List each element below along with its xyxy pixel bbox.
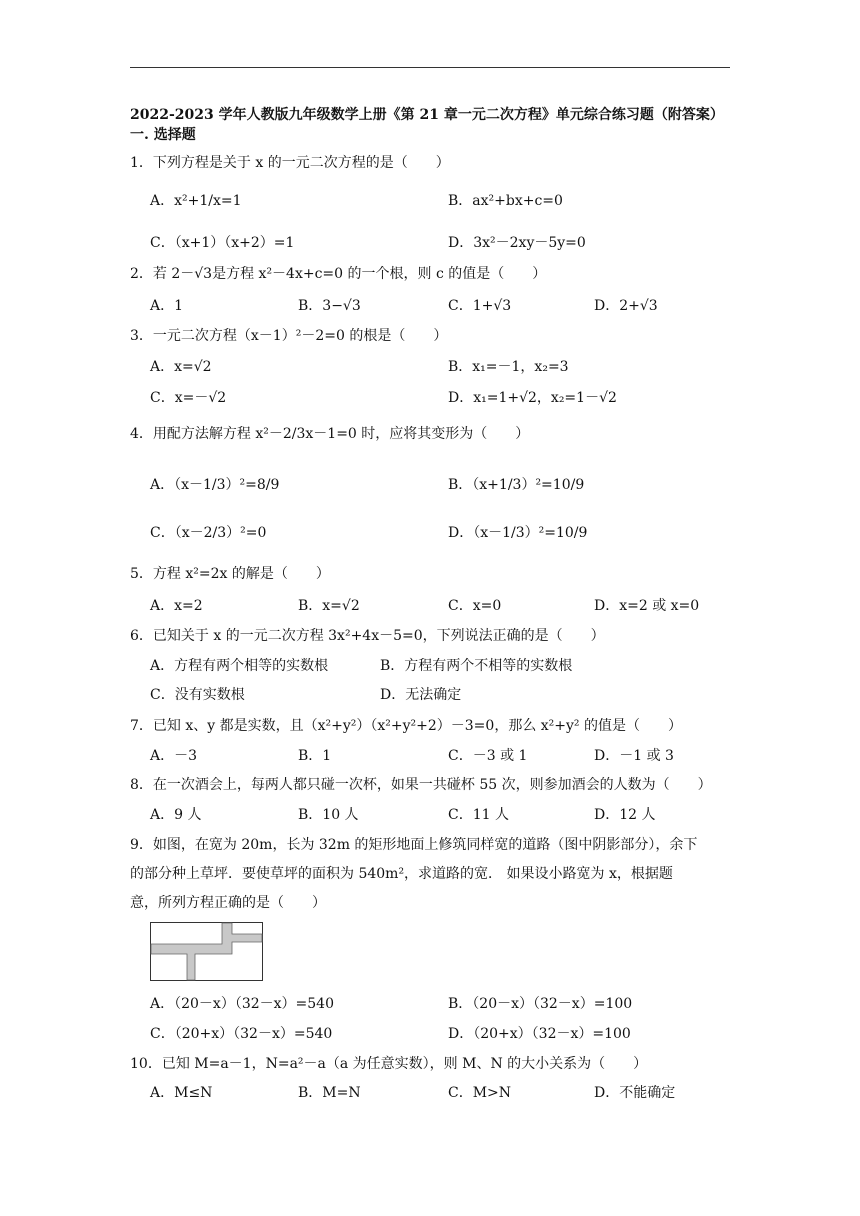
question-1-option-b: B．ax²+bx+c=0 bbox=[448, 193, 563, 209]
page-title: 2022-2023 学年人教版九年级数学上册《第 21 章一元二次方程》单元综合练习题（附答案） bbox=[130, 107, 724, 123]
question-1-option-d: D．3x²－2xy－5y=0 bbox=[448, 235, 586, 251]
question-2-stem: 2．若 2－√3是方程 x²－4x+c=0 的一个根，则 c 的值是（ ） bbox=[130, 266, 547, 282]
question-8-option-c: C．11 人 bbox=[448, 807, 509, 823]
question-9-option-d: D．（20+x）（32－x）=100 bbox=[448, 1026, 631, 1042]
question-6-option-b: B．方程有两个不相等的实数根 bbox=[380, 658, 573, 674]
question-6-option-a: A．方程有两个相等的实数根 bbox=[150, 658, 329, 674]
question-9-stem-line-2: 的部分种上草坪．要使草坪的面积为 540m²，求道路的宽． 如果设小路宽为 x，根据题 bbox=[130, 866, 673, 882]
question-3-option-c: C．x=－√2 bbox=[150, 390, 227, 406]
question-6-option-c: C．没有实数根 bbox=[150, 687, 245, 703]
question-8-option-d: D．12 人 bbox=[594, 807, 656, 823]
question-2-option-d: D．2+√3 bbox=[594, 298, 658, 314]
question-1-option-a: A．x²+1/x=1 bbox=[150, 193, 242, 209]
question-9-option-c: C．（20+x）（32－x）=540 bbox=[150, 1026, 333, 1042]
question-4-option-c: C．（x－2/3）²=0 bbox=[150, 525, 267, 541]
question-10-option-d: D．不能确定 bbox=[594, 1085, 676, 1101]
question-8-option-b: B．10 人 bbox=[298, 807, 359, 823]
question-10-option-a: A．M≤N bbox=[150, 1085, 213, 1101]
question-5-option-b: B．x=√2 bbox=[298, 598, 360, 614]
question-2-option-c: C．1+√3 bbox=[448, 298, 512, 314]
question-7-option-b: B．1 bbox=[298, 748, 332, 764]
question-8-stem: 8．在一次酒会上，每两人都只碰一次杯，如果一共碰杯 55 次，则参加酒会的人数为（ ） bbox=[130, 777, 712, 793]
question-2-option-a: A．1 bbox=[150, 298, 184, 314]
question-5-option-a: A．x=2 bbox=[150, 598, 203, 614]
question-9-stem-line-1: 9．如图，在宽为 20m，长为 32m 的矩形地面上修筑同样宽的道路（图中阴影部分），余下 bbox=[130, 837, 698, 853]
question-3-option-a: A．x=√2 bbox=[150, 359, 212, 375]
question-7-option-a: A．－3 bbox=[150, 748, 198, 764]
question-10-stem: 10．已知 M=a－1，N=a²－a（a 为任意实数），则 M、N 的大小关系为（ ） bbox=[130, 1056, 648, 1072]
question-3-option-d: D．x₁=1+√2，x₂=1－√2 bbox=[448, 390, 617, 406]
question-9-option-b: B．（20－x）（32－x）=100 bbox=[448, 996, 633, 1012]
question-9-option-a: A．（20－x）（32－x）=540 bbox=[150, 996, 334, 1012]
question-10-option-c: C．M>N bbox=[448, 1085, 512, 1101]
question-1-stem: 1．下列方程是关于 x 的一元二次方程的是（ ） bbox=[130, 155, 450, 171]
question-3-stem: 3．一元二次方程（x－1）²－2=0 的根是（ ） bbox=[130, 328, 448, 344]
question-4-option-d: D．（x－1/3）²=10/9 bbox=[448, 525, 588, 541]
question-3-option-b: B．x₁=－1，x₂=3 bbox=[448, 359, 569, 375]
question-5-option-d: D．x=2 或 x=0 bbox=[594, 598, 700, 614]
question-10-option-b: B．M=N bbox=[298, 1085, 361, 1101]
question-6-option-d: D．无法确定 bbox=[380, 687, 462, 703]
question-7-option-d: D．－1 或 3 bbox=[594, 748, 674, 764]
question-8-option-a: A．9 人 bbox=[150, 807, 202, 823]
question-5-stem: 5．方程 x²=2x 的解是（ ） bbox=[130, 566, 330, 582]
question-7-stem: 7．已知 x、y 都是实数，且（x²+y²）（x²+y²+2）－3=0，那么 x²+y² 的值是（ ） bbox=[130, 718, 682, 734]
question-7-option-c: C．－3 或 1 bbox=[448, 748, 528, 764]
question-9-stem-line-3: 意，所列方程正确的是（ ） bbox=[130, 895, 326, 911]
question-5-option-c: C．x=0 bbox=[448, 598, 502, 614]
question-2-option-b: B．3−√3 bbox=[298, 298, 361, 314]
road-diagram bbox=[150, 922, 264, 982]
question-4-option-a: A．（x－1/3）²=8/9 bbox=[150, 477, 280, 493]
section-heading: 一. 选择题 bbox=[130, 127, 196, 143]
question-1-option-c: C．（x+1）（x+2）=1 bbox=[150, 235, 295, 251]
question-4-stem: 4．用配方法解方程 x²－2/3x－1=0 时，应将其变形为（ ） bbox=[130, 426, 530, 442]
header-rule bbox=[130, 67, 730, 68]
question-6-stem: 6．已知关于 x 的一元二次方程 3x²+4x－5=0，下列说法正确的是（ ） bbox=[130, 628, 605, 644]
question-4-option-b: B．（x+1/3）²=10/9 bbox=[448, 477, 585, 493]
